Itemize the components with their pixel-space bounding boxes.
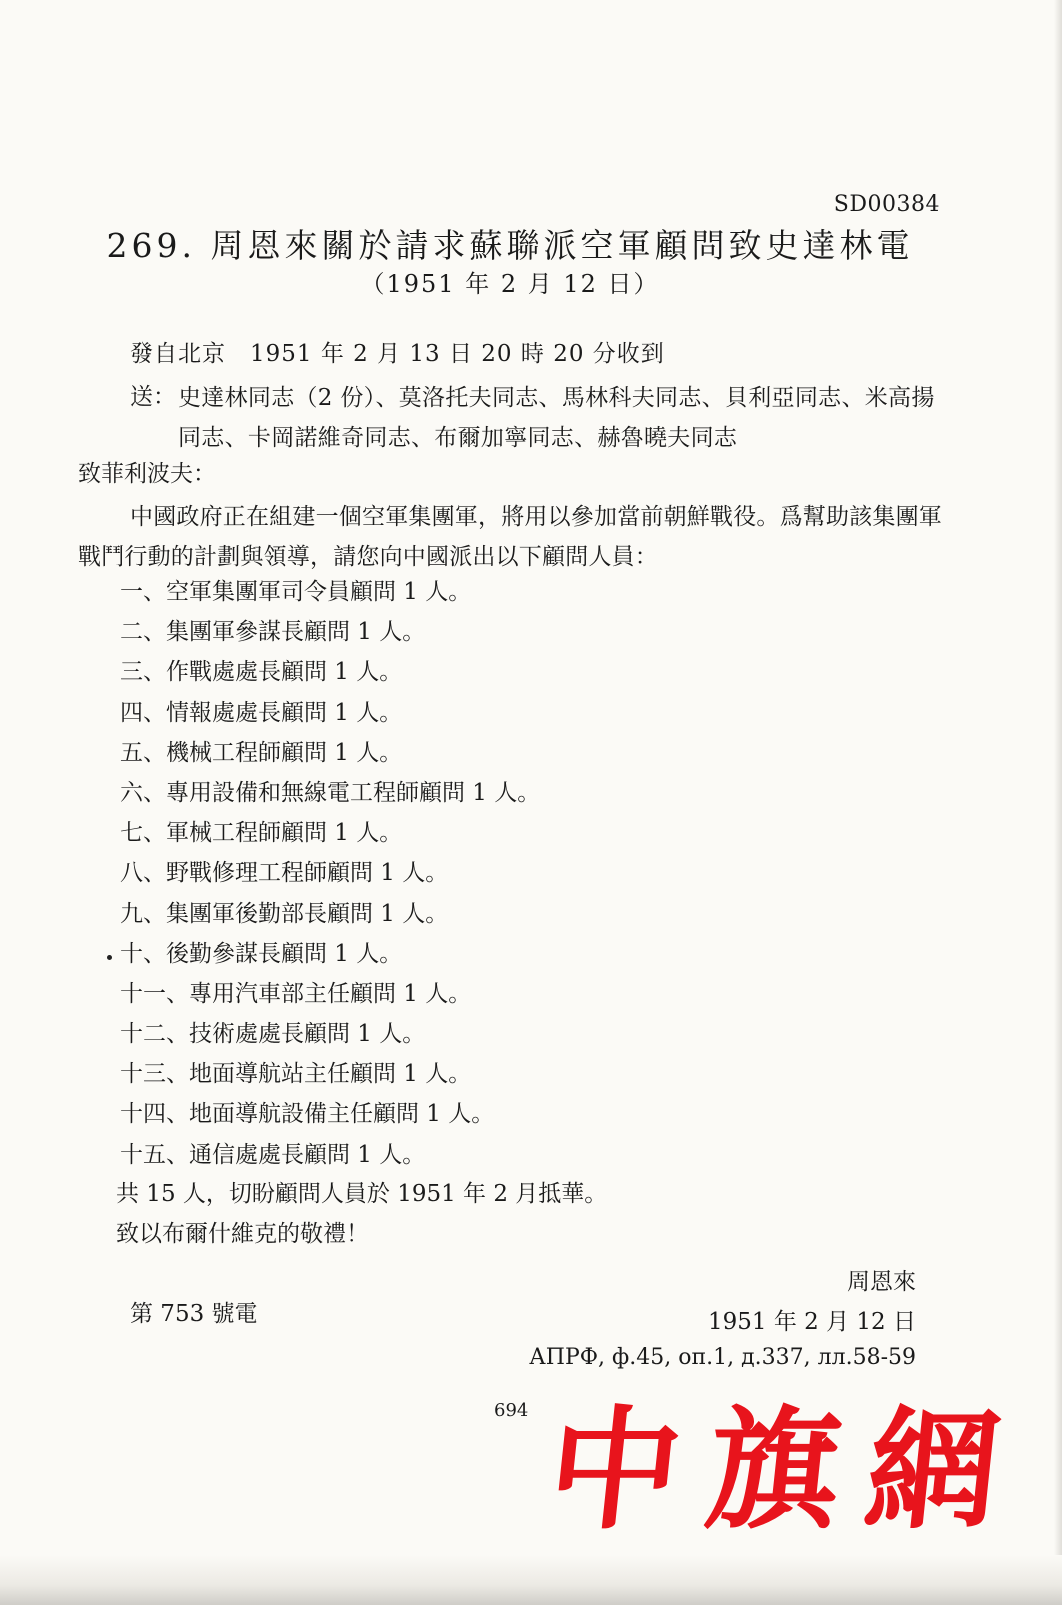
signer-name: 周恩來 (847, 1269, 916, 1295)
closing-line: 致以布爾什維克的敬禮！ (116, 1221, 369, 1247)
sent-from-line: 發自北京 1951 年 2 月 13 日 20 時 20 分收到 (130, 341, 665, 367)
salutation: 致菲利波夫： (78, 461, 216, 487)
list-item: 十一、專用汽車部主任顧問 1 人。 (120, 980, 472, 1007)
document-title-date: （1951 年 2 月 12 日） (360, 270, 660, 298)
list-item: 三、作戰處處長顧問 1 人。 (120, 659, 403, 686)
stray-dot-mark (107, 955, 112, 960)
page-edge-shadow (1054, 0, 1062, 1605)
document-id: SD00384 (833, 192, 940, 217)
total-line: 共 15 人，切盼顧問人員於 1951 年 2 月抵華。 (116, 1181, 608, 1207)
list-item: 四、情報處處長顧問 1 人。 (120, 699, 403, 726)
list-item: 十、後勤參謀長顧問 1 人。 (120, 940, 403, 967)
recipients-text: 史達林同志（2 份）、莫洛托夫同志、馬林科夫同志、貝利亞同志、米高揚同志、卡岡諾維奇同志、布爾加寧同志、赫魯曉夫同志 (178, 385, 935, 451)
list-item: 十三、地面導航站主任顧問 1 人。 (120, 1061, 472, 1088)
watermark-char: 中 (540, 1393, 689, 1548)
recipients-label: 送： (130, 384, 176, 410)
list-item: 十四、地面導航設備主任顧問 1 人。 (120, 1101, 495, 1128)
signature-date: 1951 年 2 月 12 日 (708, 1309, 916, 1335)
list-item: 七、軍械工程師顧問 1 人。 (120, 820, 403, 847)
list-item: 十二、技術處處長顧問 1 人。 (120, 1021, 426, 1048)
adviser-list (120, 572, 540, 1175)
document-title: 269. 周恩來關於請求蘇聯派空軍顧問致史達林電 (106, 226, 914, 265)
archive-reference: АПРФ, ф.45, оп.1, д.337, лл.58-59 (529, 1345, 916, 1370)
list-item: 一、空軍集團軍司令員顧問 1 人。 (120, 579, 472, 605)
list-item: 九、集團軍後勤部長顧問 1 人。 (120, 900, 449, 927)
list-item: 八、野戰修理工程師顧問 1 人。 (120, 860, 449, 887)
list-item: 六、專用設備和無線電工程師顧問 1 人。 (120, 779, 541, 806)
watermark-char: 網 (858, 1393, 1007, 1548)
telegram-number: 第 753 號電 (130, 1301, 258, 1327)
list-item: 二、集團軍參謀長顧問 1 人。 (120, 619, 426, 646)
watermark-logo (540, 1384, 1008, 1548)
body-paragraph: 中國政府正在組建一個空軍集團軍，將用以參加當前朝鮮戰役。爲幫助該集團軍戰鬥行動的計劃與領導，請您向中國派出以下顧問人員： (78, 504, 942, 570)
page-bottom-shadow (0, 1555, 1062, 1605)
watermark-char: 旗 (699, 1393, 848, 1548)
list-item: 五、機械工程師顧問 1 人。 (120, 739, 403, 766)
page-number: 694 (494, 1400, 529, 1421)
list-item: 十五、通信處處長顧問 1 人。 (120, 1141, 426, 1168)
